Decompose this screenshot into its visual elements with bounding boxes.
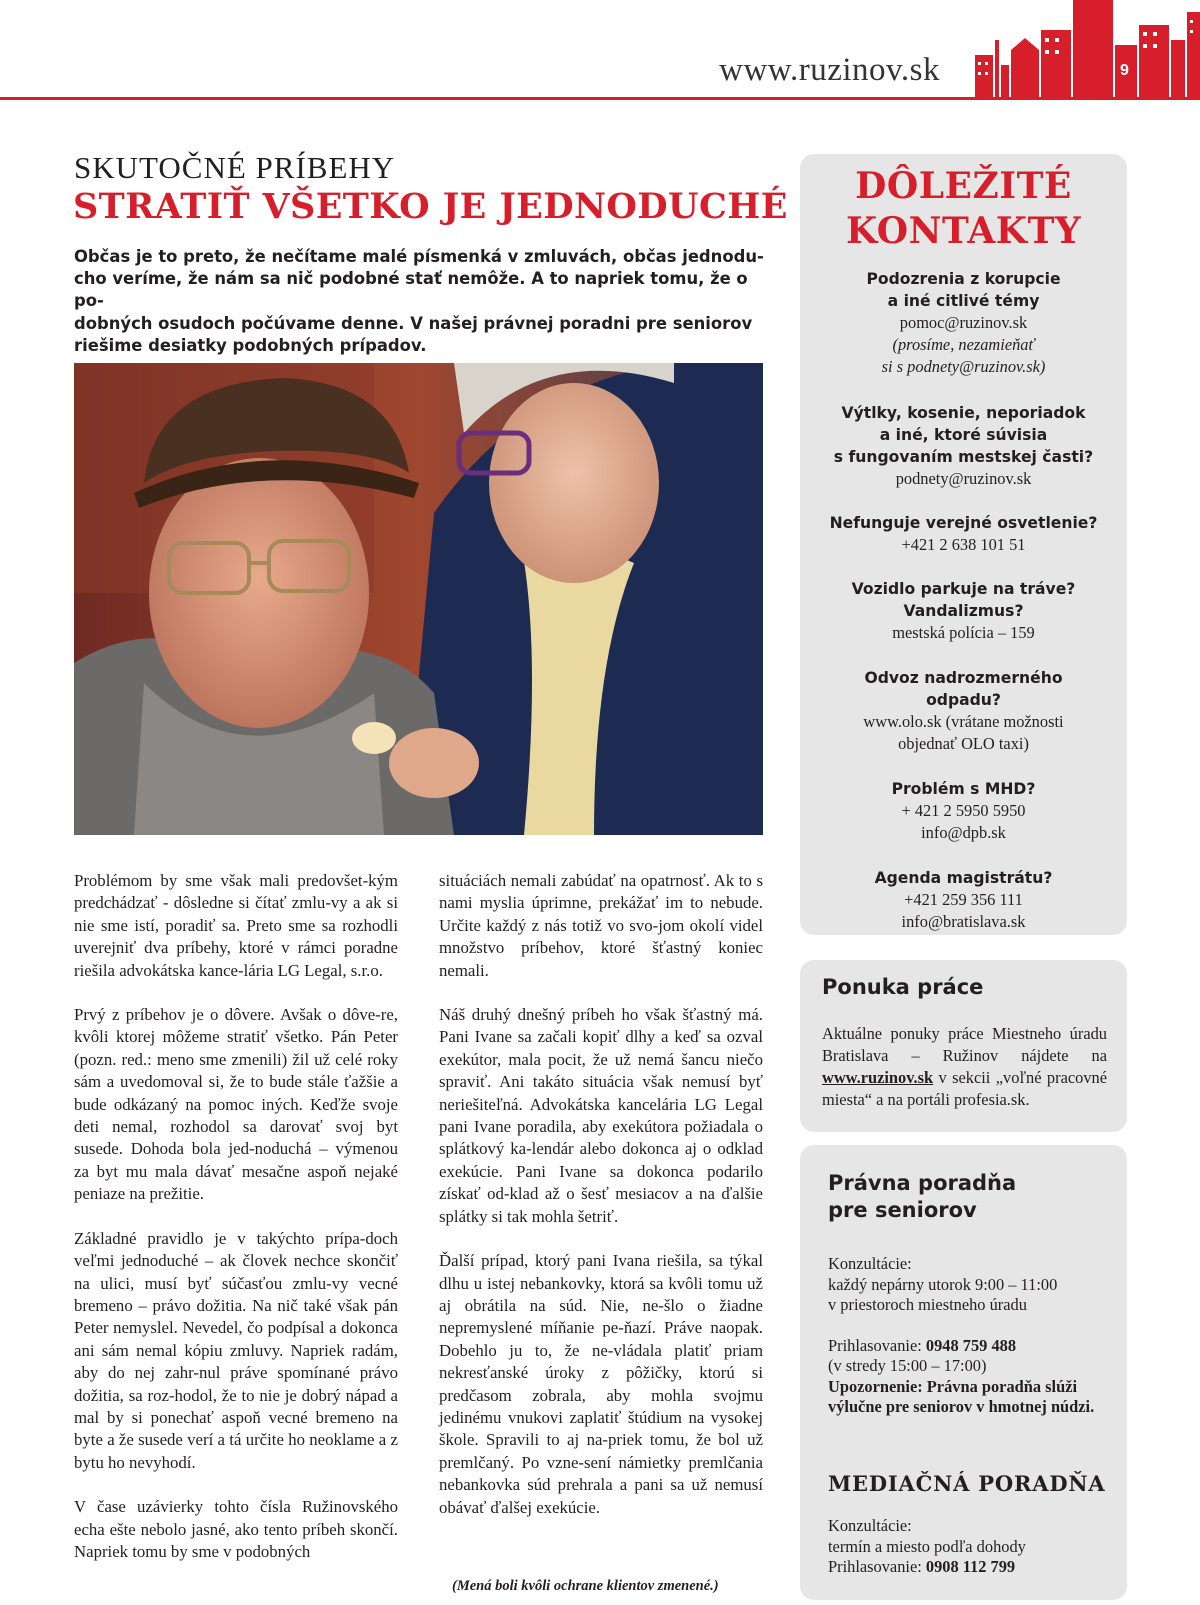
contacts-title: DÔLEŽITÉ KONTAKTY	[845, 165, 1082, 252]
lead-line: riešime desiatky podobných prípadov.	[74, 335, 427, 355]
legal-phone[interactable]: 0948 759 488	[925, 1335, 1017, 1355]
site-url[interactable]: www.ruzinov.sk	[719, 52, 940, 88]
article-note: (Mená boli kvôli ochrane klientov zmenené.)	[452, 1578, 719, 1594]
paragraph: Ďalší prípad, ktorý pani Ivana riešila, sa týkal dlhu u istej nebankovky, ktorá sa kvôli tomu už aj obrátila na súd. Nie, ne-šlo o žiadne nepremyslené míňanie pe-ňazí. Práve naopak. Dobehlo ju to, že ne-vládala platiť priam nekresťanské úroky z pôžičky, ktorú si predčasom zobrala, aby mohla svojmu jedinému vnukovi zaplatiť štúdium na vysokej škole. Spravili to aj na-priek tomu, že bol už premlčaný. Po vzne-sení námietky premlčania nebankovka súd prehrala a pani sa už nemusí obávať ďalšej exekúcie.	[439, 1251, 763, 1517]
lead-line: cho veríme, že nám sa nič podobné stať nemôže. A to napriek tomu, že o po-	[74, 269, 748, 311]
contact-magistrate: Agenda magistrátu? +421 259 356 111 info@bratislava.sk	[800, 867, 1127, 933]
lead-line: dobných osudoch počúvame denne. V našej právnej poradni pre seniorov	[74, 313, 753, 333]
legal-advice-text: Konzultácie: každý nepárny utorok 9:00 – 11:00 v priestoroch miestneho úradu Prihlasovanie: 0948 759 488 (v stredy 15:00 – 17:00) Upozornenie: Právna poradňa slúži výlučne pre seniorov v hmotnej núdzi.	[828, 1254, 1118, 1418]
mediation-text: Konzultácie: termín a miesto podľa dohody Prihlasovanie: 0908 112 799	[828, 1516, 1026, 1576]
paragraph: Prvý z príbehov je o dôvere. Avšak o dôve-re, kvôli ktorej môžeme stratiť všetko. Pán Peter (pozn. red.: meno sme zmenili) žil už celé roky sám a uvedomoval si, že to bude stále ťažšie a bude odkázaný na pomoc iných. Keďže svoje deti nemal, rozhodol sa darovať svoj byt susede. Dohoda bola jed-noduchá – výmenou za byt mu mala dávať mesačne aspoň nejaké peniaze na prežitie.	[74, 1005, 398, 1204]
contact-lighting: Nefunguje verejné osvetlenie? +421 2 638 101 51	[800, 512, 1127, 556]
paragraph: V čase uzávierky tohto čísla Ružinovského echa ešte nebolo jasné, ako tento príbeh skončí. Napriek tomu by sme v podobných	[74, 1497, 398, 1561]
paragraph: situáciách nemali zabúdať na opatrnosť. Ak to s nami myslia úprimne, prekážať im to nebude. Určite každý z nás totiž vo svo-jom okolí videl množstvo príbehov, ktoré šťastný koniec nemali.	[439, 871, 763, 980]
article-photo	[74, 363, 763, 835]
contact-email[interactable]: info@dpb.sk	[921, 823, 1006, 842]
mediation-title: MEDIAČNÁ PORADŇA	[828, 1471, 1106, 1496]
contact-corruption: Podozrenia z korupcie a iné citlivé témy pomoc@ruzinov.sk (prosíme, nezamieňať si s podnety@ruzinov.sk)	[800, 268, 1127, 378]
jobs-text: Aktuálne ponuky práce Miestneho úradu Bratislava – Ružinov nájdete na www.ruzinov.sk v sekcii „voľné pracovné miesta“ a na portáli profesia.sk.	[822, 1024, 1107, 1109]
contact-transport: Problém s MHD? + 421 2 5950 5950 info@dpb.sk	[800, 778, 1127, 844]
lead-line: Občas je to preto, že nečítame malé písmenká v zmluvách, občas jednodu-	[74, 247, 764, 266]
city-skyline-logo	[975, 0, 1200, 100]
contact-phone[interactable]: +421 259 356 111	[904, 890, 1023, 909]
paragraph: Základné pravidlo je v takýchto prípa-doch veľmi jednoduché – ak človek nechce skončiť na ulici, musí byť súčasťou zmlu-vy vecné bremeno – právo dožitia. Na nič také však pán Peter nemyslel. Nevedel, čo podpísal a dokonca ani sám nemal kópiu zmluvy. Napriek radám, aby do nej zahr-nul práve spomínané právo dožitia, sa roz-hodol, že to nie je dobrý nápad a mal by si ponechať aspoň vecné bremeno na byte a že susede verí a tá určite ho neoklame a z bytu ho nevyhodí.	[74, 1228, 398, 1472]
contact-phone[interactable]: +421 2 638 101 51	[901, 535, 1026, 554]
contact-email[interactable]: info@bratislava.sk	[901, 912, 1026, 931]
paragraph: Problémom by sme však mali predovšet-kým predchádzať - dôsledne si čítať zmlu-vy a ak si nie sme istí, poradiť sa. Preto sme sa rozhodli uverejniť dva príbehy, ktoré v rámci poradne riešila advokátska kance-lária LG Legal, s.r.o.	[74, 871, 398, 980]
article-kicker: SKUTOČNÉ PRÍBEHY	[74, 150, 396, 185]
legal-advice-title: Právna poradňa pre seniorov	[828, 1171, 1017, 1222]
contact-police: Vozidlo parkuje na tráve? Vandalizmus? mestská polícia – 159	[800, 578, 1127, 644]
jobs-title: Ponuka práce	[822, 975, 984, 999]
article-lead	[74, 246, 764, 357]
legal-warning: Upozornenie: Právna poradňa slúži výlučne pre seniorov v hmotnej núdzi.	[828, 1376, 1095, 1416]
article-column-1	[74, 870, 398, 1585]
contact-web[interactable]: www.olo.sk (vrátane možnosti	[863, 712, 1064, 731]
contact-email[interactable]: pomoc@ruzinov.sk	[899, 313, 1028, 332]
jobs-link[interactable]: www.ruzinov.sk	[822, 1068, 934, 1087]
contact-potholes: Výtlky, kosenie, neporiadok a iné, ktoré súvisia s fungovaním mestskej časti? podnety@ruzinov.sk	[800, 402, 1127, 490]
contact-email[interactable]: podnety@ruzinov.sk	[895, 469, 1032, 488]
page-number: 9	[1120, 62, 1129, 79]
mediation-phone[interactable]: 0908 112 799	[925, 1557, 1016, 1576]
article-headline: STRATIŤ VŠETKO JE JEDNODUCHÉ	[73, 186, 788, 227]
article-column-2	[439, 870, 763, 1541]
contact-phone: mestská polícia – 159	[892, 623, 1035, 642]
contact-waste: Odvoz nadrozmerného odpadu? www.olo.sk (vrátane možnosti objednať OLO taxi)	[800, 667, 1127, 755]
paragraph: Náš druhý dnešný príbeh ho však šťastný má. Pani Ivane sa začali kopiť dlhy a keď sa ozval exekútor, mala pocit, že už nemá šancu niečo spraviť. Ani takáto situácia však nemusí byť neriešiteľná. Advokátska kancelária LG Legal pani Ivane poradila, aby exekútora požiadala o splátkový ka-lendár alebo dokonca aj o odklad exekúcie. Pani Ivane sa dokonca podarilo získať od-klad až o šesť mesiacov a na ďalšie splátky si tak mohla šetriť.	[439, 1005, 763, 1226]
contact-phone[interactable]: + 421 2 5950 5950	[901, 801, 1026, 820]
